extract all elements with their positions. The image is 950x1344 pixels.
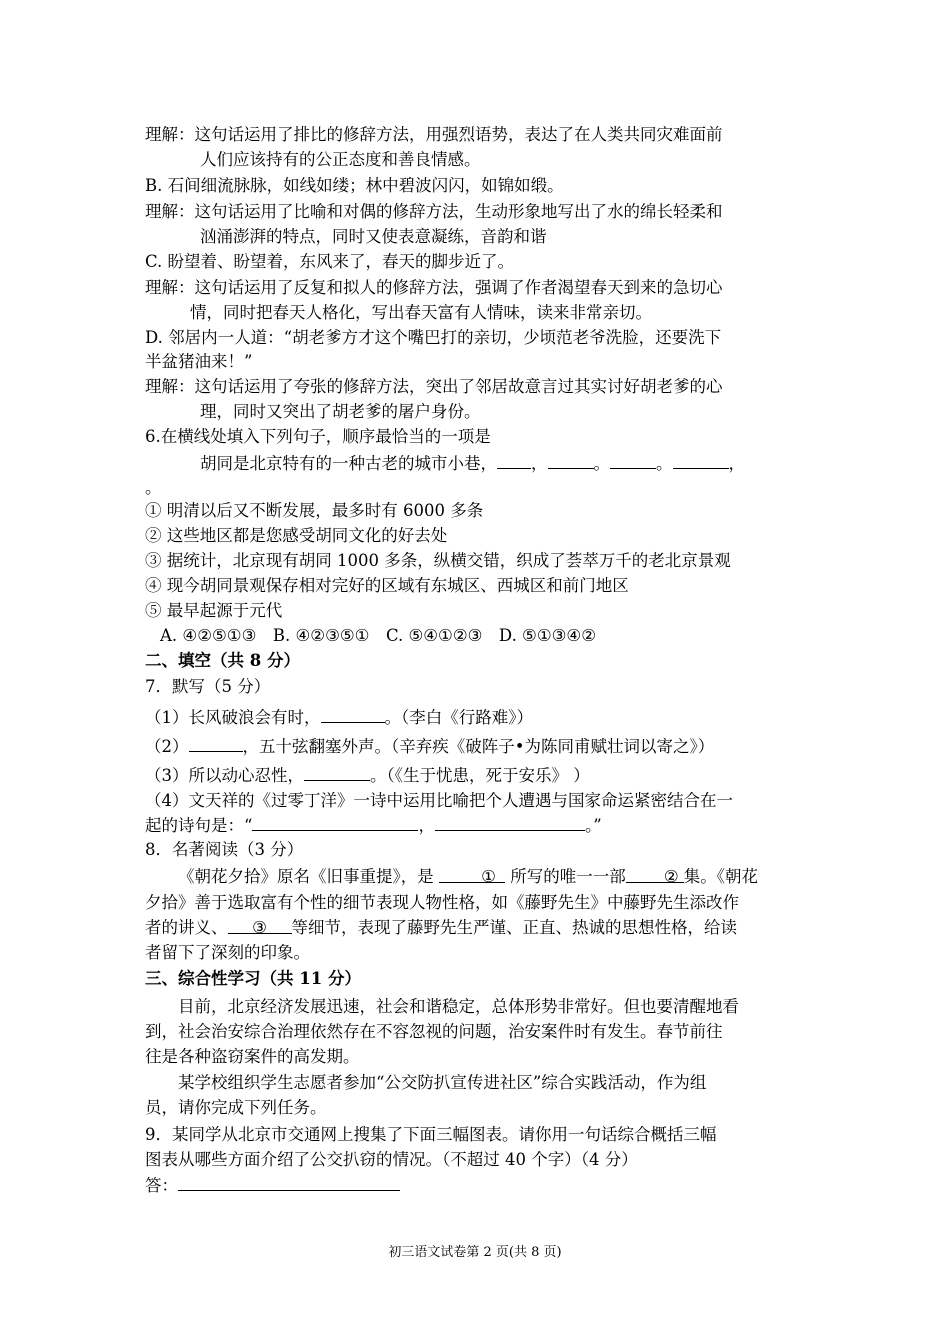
text-line: 夕拾》善于选取富有个性的细节表现人物性格，如《藤野先生》中藤野先生添改作 (145, 893, 739, 912)
question-7: 7．默写（5 分） (145, 677, 271, 696)
text-line: 理解：这句话运用了排比的修辞方法，用强烈语势，表达了在人类共同灾难面前 (145, 125, 723, 144)
text-line: 理解：这句话运用了反复和拟人的修辞方法，强调了作者渴望春天到来的急切心 (145, 278, 723, 297)
sentence-1: ① 明清以后又不断发展，最多时有 6000 多条 (145, 501, 484, 520)
question-8: 8．名著阅读（3 分） (145, 840, 304, 859)
text-line: 某学校组织学生志愿者参加“公交防扒宣传进社区”综合实践活动，作为组 (178, 1073, 707, 1092)
blank-line (304, 764, 370, 781)
fill-item-3: （3）所以动心忍性， 。（《生于忧患，死于安乐》 ） (145, 766, 590, 785)
text-line: 者留下了深刻的印象。 (145, 943, 310, 962)
text-line: 理解：这句话运用了夸张的修辞方法，突出了邻居故意言过其实讨好胡老爹的心 (145, 377, 723, 396)
question-6-stem: 胡同是北京特有的一种古老的城市小巷， ， 。 。 ， (200, 454, 745, 473)
option-b: B. 石间细流脉脉，如线如缕；林中碧波闪闪，如锦如缎。 (145, 176, 564, 195)
blank-3: ③ (228, 917, 292, 934)
answer-line: 答： (145, 1174, 815, 1197)
blank-4 (673, 452, 729, 469)
text-line: 者的讲义、 ③ 等细节，表现了藤野先生严谨、正直、热诚的思想性格，给读 (145, 918, 737, 937)
question-6: 6.在横线处填入下列句子，顺序最恰当的一项是 (145, 427, 491, 446)
blank-line (189, 735, 243, 752)
blank-line (435, 814, 585, 831)
text-line: 理，同时又突出了胡老爹的屠户身份。 (200, 402, 481, 421)
text-line: 人们应该持有的公正态度和善良情感。 (200, 150, 481, 169)
text-line: 《朝花夕拾》原名《旧事重提》，是 ① 所写的唯一一部 ② 集。《朝花 (178, 867, 758, 886)
answer-blank[interactable] (178, 1174, 400, 1191)
text-line: 半盆猪油来！” (145, 352, 253, 371)
text-line: 汹涌澎湃的特点，同时又使表意凝练，音韵和谐 (200, 227, 547, 246)
text-line: 目前，北京经济发展迅速，社会和谐稳定，总体形势非常好。但也要清醒地看 (178, 997, 739, 1016)
fill-item-1: （1）长风破浪会有时， 。（李白《行路难》） (145, 708, 533, 727)
blank-2 (548, 452, 594, 469)
question-9: 9．某同学从北京市交通网上搜集了下面三幅图表。请你用一句话综合概括三幅 (145, 1125, 717, 1144)
blank-line (321, 706, 385, 723)
answer-options: A. ④②⑤①③ B. ④②③⑤① C. ⑤④①②③ D. ⑤①③④② (160, 626, 597, 645)
option-d: D. 邻居内一人道：“胡老爹方才这个嘴巴打的亲切，少顷范老爷洗脸，还要洗下 (145, 328, 722, 347)
text-line: 。 (145, 478, 162, 497)
text-line: 图表从哪些方面介绍了公交扒窃的情况。（不超过 40 个字）（4 分） (145, 1150, 638, 1169)
sentence-5: ⑤ 最早起源于元代 (145, 601, 283, 620)
fill-item-2: （2） ，五十弦翻塞外声。（辛弃疾《破阵子•为陈同甫赋壮词以寄之》） (145, 737, 715, 756)
text-line: 往是各种盗窃案件的高发期。 (145, 1047, 360, 1066)
sentence-4: ④ 现今胡同景观保存相对完好的区域有东城区、西城区和前门地区 (145, 576, 629, 595)
section-heading: 二、填空（共 8 分） (145, 651, 300, 670)
blank-1: ① (439, 866, 505, 883)
text-line: 到，社会治安综合治理依然存在不容忽视的问题，治安案件时有发生。春节前往 (145, 1022, 723, 1041)
text-line: 理解：这句话运用了比喻和对偶的修辞方法，生动形象地写出了水的绵长轻柔和 (145, 202, 723, 221)
blank-2: ② (626, 866, 684, 883)
stem-text: 胡同是北京特有的一种古老的城市小巷， (200, 454, 497, 473)
text-line: 情，同时把春天人格化，写出春天富有人情味，读来非常亲切。 (190, 303, 652, 322)
fill-item-4-cont: 起的诗句是：“ ， 。” (145, 816, 602, 835)
sentence-2: ② 这些地区都是您感受胡同文化的好去处 (145, 526, 448, 545)
blank-line (252, 814, 418, 831)
sentence-3: ③ 据统计，北京现有胡同 1000 多条，纵横交错，织成了荟萃万千的老北京景观 (145, 551, 731, 570)
blank-3 (610, 452, 656, 469)
text-line: 员，请你完成下列任务。 (145, 1098, 327, 1117)
fill-item-4: （4）文天祥的《过零丁洋》一诗中运用比喻把个人遭遇与国家命运紧密结合在一 (145, 791, 733, 810)
blank-1 (497, 452, 531, 469)
section-heading: 三、综合性学习（共 11 分） (145, 969, 361, 988)
option-c: C. 盼望着、盼望着，东风来了，春天的脚步近了。 (145, 252, 515, 271)
page-footer: 初三语文试卷第 2 页(共 8 页) (388, 1245, 562, 1260)
